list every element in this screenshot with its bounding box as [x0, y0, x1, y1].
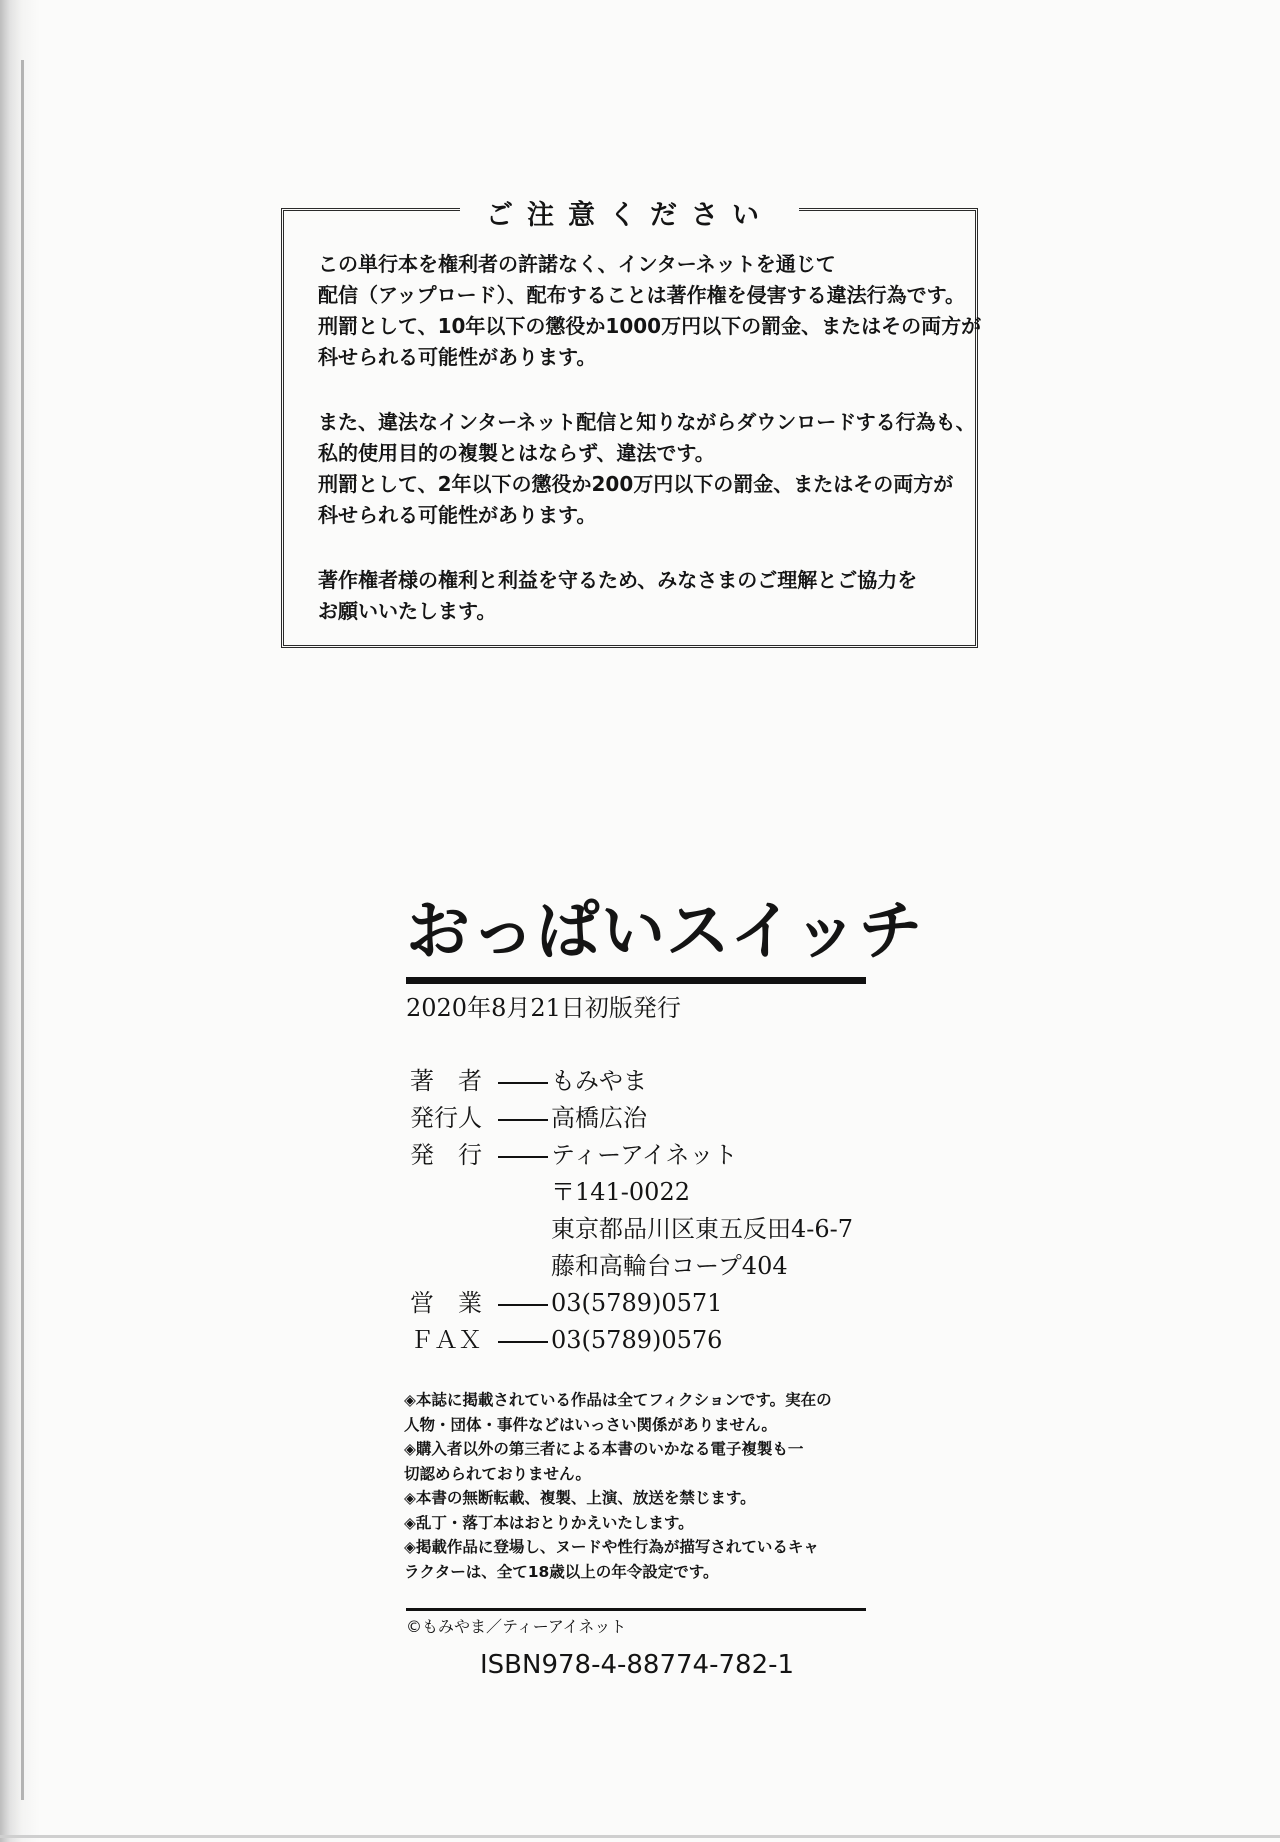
note-line: ◈乱丁・落丁本はおとりかえいたします。 [404, 1513, 694, 1532]
notice-line: 私的使用目的の複製とはならず、違法です。 [318, 441, 715, 465]
address-line-2: 藤和高輪台コープ404 [551, 1252, 788, 1280]
author-label: 著 者 [410, 1067, 482, 1095]
credits [410, 1063, 853, 1359]
fax-label: ＦＡＸ [410, 1326, 482, 1354]
publication-date: 2020年8月21日初版発行 [406, 994, 681, 1022]
credit-row-author [410, 1063, 853, 1100]
copyright-line: ©もみやま／ティーアイネット [406, 1617, 627, 1636]
credit-row-publisher-person [410, 1100, 853, 1137]
dash-rule [498, 1119, 548, 1121]
sales-phone: 03(5789)0571 [551, 1289, 723, 1317]
notice-line: 科せられる可能性があります。 [318, 345, 597, 369]
credit-row-publisher [410, 1137, 853, 1174]
note-line: ◈購入者以外の第三者による本書のいかなる電子複製も一 [404, 1440, 804, 1458]
notice-body [318, 249, 982, 661]
isbn: ISBN978-4-88774-782-1 [480, 1650, 795, 1680]
notice-line: 刑罰として、10年以下の懲役か1000万円以下の罰金、またはその両方が [318, 314, 982, 338]
postal-code: 〒141-0022 [551, 1178, 690, 1206]
note-line: ◈本誌に掲載されている作品は全てフィクションです。実在の [404, 1391, 832, 1409]
notice-paragraph [318, 565, 961, 627]
publisher-value: ティーアイネット [551, 1141, 738, 1169]
copyright-notice-box [281, 200, 982, 648]
credit-row-postal [410, 1174, 853, 1211]
notice-paragraph [318, 249, 982, 373]
publisher-person-value: 高橋広治 [551, 1104, 647, 1132]
book-title: おっぱいスイッチ [406, 894, 924, 969]
legal-notes [404, 1388, 832, 1584]
notice-line: 刑罰として、2年以下の懲役か200万円以下の罰金、またはその両方が [318, 472, 954, 496]
dash-rule [498, 1304, 548, 1306]
notice-line: また、違法なインターネット配信と知りながらダウンロードする行為も、 [318, 410, 976, 434]
notice-line: お願いいたします。 [318, 599, 497, 623]
note-line: ◈掲載作品に登場し、ヌードや性行為が描写されているキャ [404, 1538, 819, 1556]
note-line: 人物・団体・事件などはいっさい関係がありません。 [404, 1415, 777, 1434]
address-line-1: 東京都品川区東五反田4-6-7 [551, 1215, 854, 1243]
notice-title: ご注意ください [284, 193, 975, 232]
notice-line: 配信（アップロード）、配布することは著作権を侵害する違法行為です。 [318, 283, 965, 307]
notice-line: この単行本を権利者の許諾なく、インターネットを通じて [318, 252, 836, 276]
fax-number: 03(5789)0576 [551, 1326, 723, 1354]
credit-row-sales [410, 1285, 853, 1322]
credit-row-address1 [410, 1211, 853, 1248]
notes-rule [406, 1608, 866, 1611]
note-line: ◈本書の無断転載、複製、上演、放送を禁じます。 [404, 1489, 756, 1507]
dash-rule [498, 1156, 548, 1158]
sales-label: 営 業 [410, 1289, 482, 1317]
note-line: 切認められておりません。 [404, 1464, 591, 1483]
dash-rule [498, 1341, 548, 1343]
publisher-person-label: 発行人 [410, 1104, 482, 1132]
notice-line: 著作権者様の権利と利益を守るため、みなさまのご理解とご協力を [318, 568, 918, 592]
author-value: もみやま [551, 1067, 647, 1095]
bottom-edge [0, 1835, 1280, 1838]
notice-line: 科せられる可能性があります。 [318, 503, 597, 527]
binding-edge [21, 60, 24, 1800]
credit-row-address2 [410, 1248, 853, 1285]
title-rule [406, 977, 866, 984]
dash-rule [498, 1082, 548, 1084]
page-edge-shadow [0, 0, 40, 1842]
notice-paragraph [318, 407, 976, 531]
publisher-label: 発 行 [410, 1141, 482, 1169]
credit-row-fax [410, 1322, 853, 1359]
note-line: ラクターは、全て18歳以上の年令設定です。 [404, 1562, 719, 1581]
